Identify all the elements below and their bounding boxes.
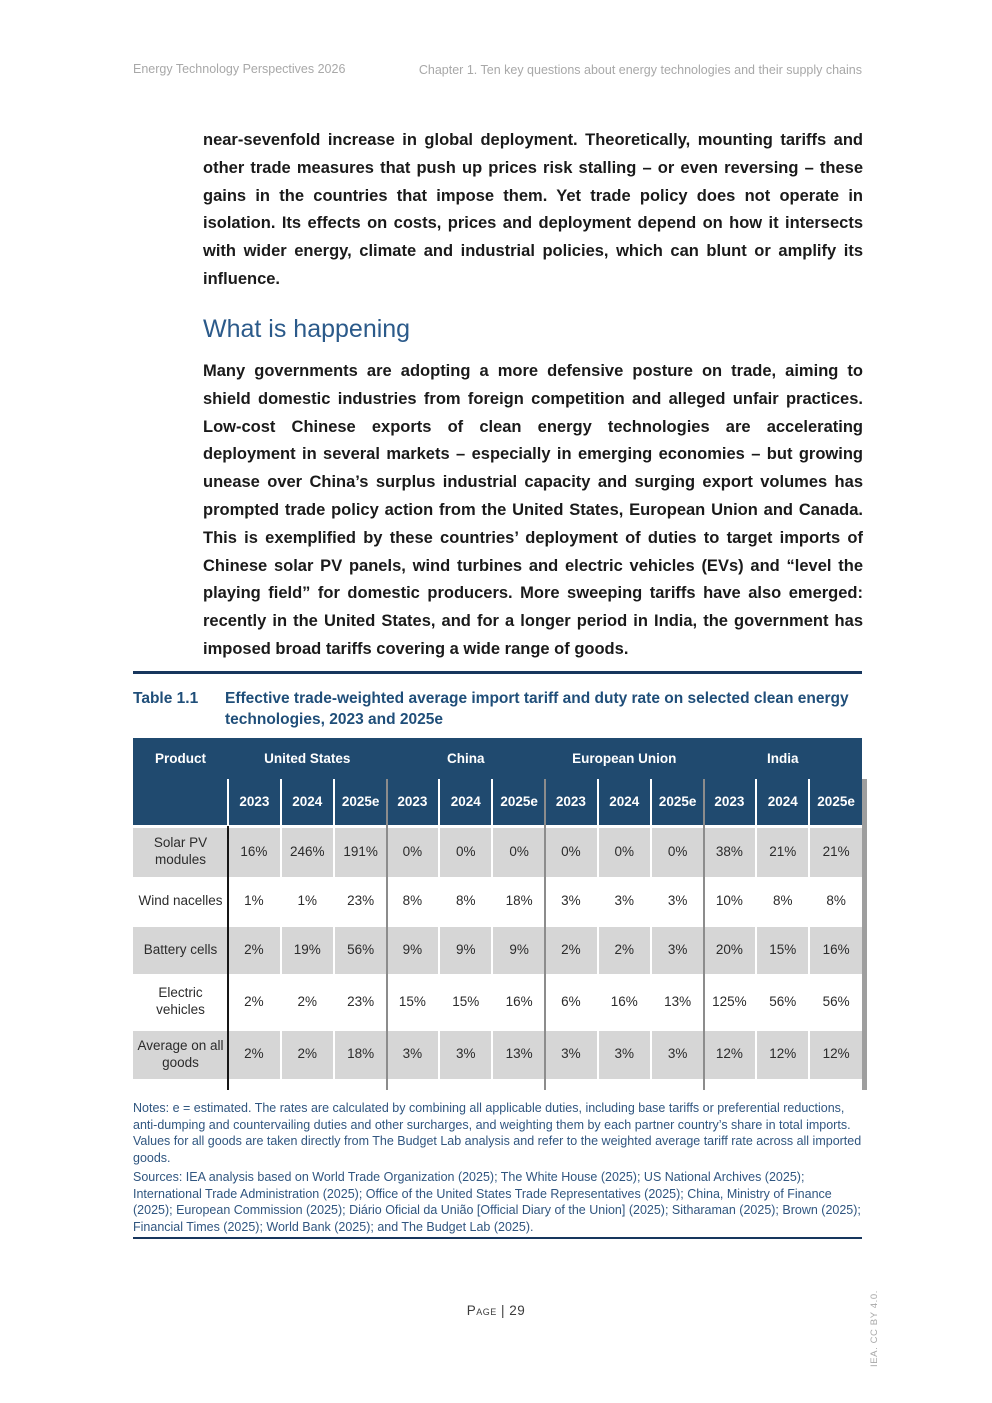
tariff-cell: 0% (598, 826, 651, 878)
tariff-cell: 13% (492, 1029, 545, 1079)
tariff-cell: 16% (809, 925, 862, 975)
tariff-cell: 3% (651, 878, 704, 925)
tariff-cell: 21% (756, 826, 809, 878)
table-row (133, 1029, 862, 1079)
tariff-cell: 1% (281, 878, 334, 925)
report-title-header: Energy Technology Perspectives 2026 (133, 62, 346, 76)
tariff-cell: 20% (704, 925, 757, 975)
table-row (133, 975, 862, 1029)
row-header-product: Solar PV modules (133, 826, 228, 878)
row-header-product: Wind nacelles (133, 878, 228, 925)
tariff-cell: 16% (228, 826, 281, 878)
tariff-cell: 246% (281, 826, 334, 878)
tariff-cell: 6% (545, 975, 598, 1029)
table-top-rule (133, 671, 862, 674)
group-header-united-states: United States (228, 738, 387, 779)
tariff-cell: 3% (651, 1029, 704, 1079)
table-caption (133, 688, 862, 730)
tariff-cell: 18% (492, 878, 545, 925)
section-heading: What is happening (203, 315, 411, 343)
year-header: 2024 (439, 779, 492, 826)
table-row (133, 925, 862, 975)
tariff-cell: 21% (809, 826, 862, 878)
tariff-cell: 23% (334, 975, 387, 1029)
group-separator-line (386, 779, 388, 1090)
page-number: Page | 29 (466, 1303, 526, 1318)
tariff-cell: 0% (387, 826, 440, 878)
tariff-cell: 38% (704, 826, 757, 878)
year-header: 2025e (492, 779, 545, 826)
table-title: Effective trade-weighted average import tariff and duty rate on selected clean energy technologies, 2023 and 2025e (225, 690, 849, 728)
tariff-cell: 3% (387, 1029, 440, 1079)
year-header: 2023 (228, 779, 281, 826)
group-header-india: India (704, 738, 863, 779)
year-header: 2025e (809, 779, 862, 826)
tariff-table-container (133, 738, 869, 1090)
year-header: 2025e (651, 779, 704, 826)
tariff-cell: 2% (228, 925, 281, 975)
body-paragraph-2: Many governments are adopting a more defensive posture on trade, aiming to shield domestic industries from foreign competition and alleged unfair practices. Low-cost Chinese exports of clean energy technologies are accelerating deployment in several markets – especially in emerging economies – but growing unease over China’s surplus industrial capacity and surging export volumes has prompted trade policy action from the United States, European Union and Canada. This is exemplified by these countries’ deployment of duties to target imports of Chinese solar PV panels, wind turbines and electric vehicles (EVs) and “level the playing field” for domestic producers. More sweeping tariffs have also emerged: recently in the United States, and for a longer period in India, the government has imposed broad tariffs covering a wide range of goods. (203, 362, 863, 658)
tariff-cell: 2% (545, 925, 598, 975)
group-header-china: China (387, 738, 546, 779)
tariff-cell: 8% (439, 878, 492, 925)
tariff-cell: 9% (387, 925, 440, 975)
tariff-cell: 12% (809, 1029, 862, 1079)
tariff-cell: 1% (228, 878, 281, 925)
tariff-cell: 23% (334, 878, 387, 925)
tariff-cell: 56% (809, 975, 862, 1029)
table-header-years-row (133, 779, 862, 826)
year-header: 2025e (334, 779, 387, 826)
tariff-cell: 3% (598, 1029, 651, 1079)
tariff-cell: 15% (756, 925, 809, 975)
table-bottom-rule (133, 1237, 862, 1239)
tariff-cell: 125% (704, 975, 757, 1029)
tariff-cell: 15% (387, 975, 440, 1029)
tariff-cell: 2% (281, 975, 334, 1029)
tariff-cell: 3% (598, 878, 651, 925)
tariff-cell: 56% (756, 975, 809, 1029)
table-right-edge-strip (862, 779, 867, 1090)
tariff-cell: 3% (439, 1029, 492, 1079)
tariff-cell: 2% (598, 925, 651, 975)
tariff-cell: 8% (809, 878, 862, 925)
row-header-product: Average on all goods (133, 1029, 228, 1079)
tariff-cell: 19% (281, 925, 334, 975)
product-column-separator-line (227, 826, 229, 1090)
tariff-cell: 3% (651, 925, 704, 975)
tariff-cell: 191% (334, 826, 387, 878)
year-header: 2024 (756, 779, 809, 826)
group-separator-line (544, 779, 546, 1090)
tariff-cell: 12% (756, 1029, 809, 1079)
tariff-cell: 10% (704, 878, 757, 925)
year-header: 2024 (598, 779, 651, 826)
table-sources: Sources: IEA analysis based on World Trade Organization (2025); The White House (2025); US National Archives (2025); International Trade Administration (2025); Office of the United States Trade Representatives (2025); China, Ministry of Finance (2025); European Commission (2025); Diário Oficial da União [Official Diary of the Union] (2025); Sitharaman (2025); Brown (2025); Financial Times (2025); World Bank (2025); and The Budget Lab (2025). (133, 1170, 861, 1234)
tariff-cell: 0% (439, 826, 492, 878)
tariff-cell: 15% (439, 975, 492, 1029)
table-notes: Notes: e = estimated. The rates are calculated by combining all applicable duties, including base tariffs or preferential reductions, anti-dumping and countervailing duties and other surcharges, and weighting them by each partner country’s share in total imports. Values for all goods are taken directly from The Budget Lab analysis and refer to the weighted average tariff rate across all imported goods. (133, 1101, 862, 1165)
table-header-groups-row (133, 738, 862, 779)
year-header: 2023 (545, 779, 598, 826)
year-header: 2024 (281, 779, 334, 826)
year-header: 2023 (387, 779, 440, 826)
row-header-product: Battery cells (133, 925, 228, 975)
tariff-cell: 18% (334, 1029, 387, 1079)
tariff-cell: 0% (651, 826, 704, 878)
tariff-table (133, 738, 862, 1079)
year-header: 2023 (704, 779, 757, 826)
group-header-european-union: European Union (545, 738, 703, 779)
tariff-cell: 9% (439, 925, 492, 975)
table-row (133, 826, 862, 878)
tariff-cell: 0% (545, 826, 598, 878)
tariff-cell: 16% (598, 975, 651, 1029)
tariff-cell: 56% (334, 925, 387, 975)
chapter-header: Chapter 1. Ten key questions about energy technologies and their supply chains (418, 63, 862, 77)
tariff-cell: 8% (756, 878, 809, 925)
copyright-sidebar-text: IEA. CC BY 4.0. (869, 1290, 880, 1367)
group-separator-line (703, 779, 705, 1090)
tariff-cell: 3% (545, 1029, 598, 1079)
row-header-product: Electric vehicles (133, 975, 228, 1029)
tariff-cell: 3% (545, 878, 598, 925)
table-label: Table 1.1 (133, 690, 199, 707)
tariff-cell: 2% (281, 1029, 334, 1079)
table-row (133, 878, 862, 925)
tariff-cell: 2% (228, 975, 281, 1029)
tariff-cell: 9% (492, 925, 545, 975)
column-header-product: Product (133, 738, 228, 779)
tariff-cell: 2% (228, 1029, 281, 1079)
tariff-cell: 13% (651, 975, 704, 1029)
tariff-cell: 8% (387, 878, 440, 925)
body-paragraph-1: near-sevenfold increase in global deployment. Theoretically, mounting tariffs and other trade measures that push up prices risk stalling – or even reversing – these gains in the countries that impose them. Yet trade policy does not operate in isolation. Its effects on costs, prices and deployment depend on how it intersects with wider energy, climate and industrial policies, which can blunt or amplify its influence. (203, 131, 863, 288)
header-spacer-cell (133, 779, 228, 826)
tariff-cell: 0% (492, 826, 545, 878)
tariff-cell: 16% (492, 975, 545, 1029)
tariff-cell: 12% (704, 1029, 757, 1079)
